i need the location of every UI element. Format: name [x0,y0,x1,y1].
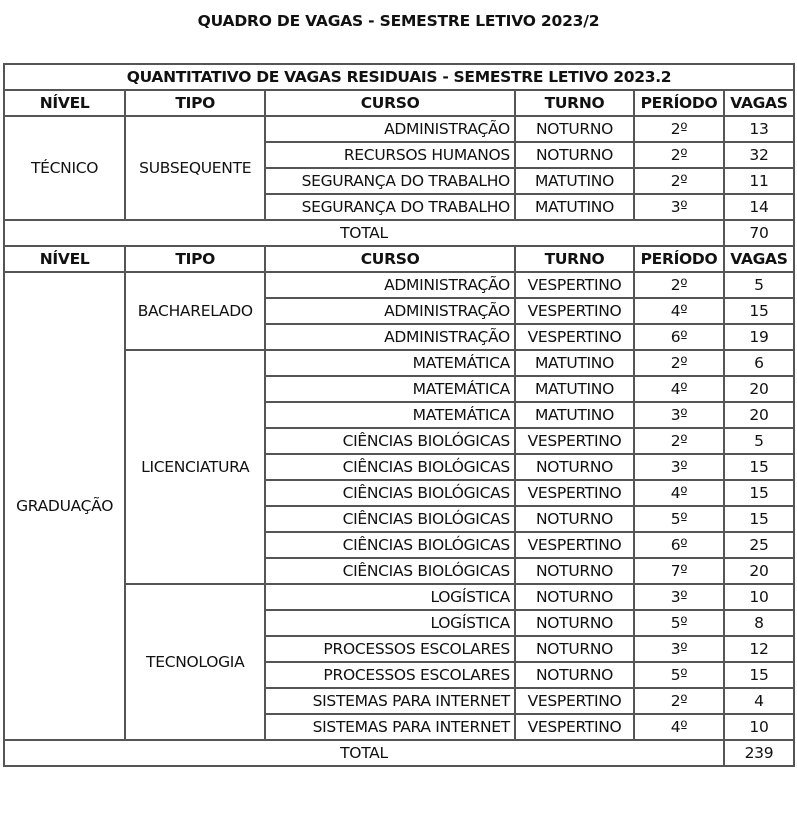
curso-cell: MATEMÁTICA [265,402,515,428]
column-header-curso: CURSO [265,246,515,272]
vagas-cell: 12 [724,636,794,662]
periodo-cell: 5º [634,662,724,688]
periodo-cell: 2º [634,116,724,142]
tipo-cell: SUBSEQUENTE [125,116,265,220]
column-header-curso: CURSO [265,90,515,116]
turno-cell: NOTURNO [515,142,634,168]
tipo-cell: TECNOLOGIA [125,584,265,740]
curso-cell: CIÊNCIAS BIOLÓGICAS [265,558,515,584]
vagas-cell: 19 [724,324,794,350]
total-row [4,740,794,766]
vagas-cell: 14 [724,194,794,220]
vagas-table-body [4,64,794,766]
vagas-cell: 15 [724,662,794,688]
column-header-vagas: VAGAS [724,90,794,116]
turno-cell: VESPERTINO [515,532,634,558]
column-header-tipo: TIPO [125,246,265,272]
periodo-cell: 4º [634,480,724,506]
vagas-cell: 8 [724,610,794,636]
turno-cell: NOTURNO [515,454,634,480]
vagas-cell: 20 [724,402,794,428]
turno-cell: NOTURNO [515,584,634,610]
curso-cell: ADMINISTRAÇÃO [265,324,515,350]
nivel-cell: GRADUAÇÃO [4,272,125,740]
periodo-cell: 5º [634,506,724,532]
curso-cell: CIÊNCIAS BIOLÓGICAS [265,532,515,558]
periodo-cell: 4º [634,298,724,324]
vagas-cell: 10 [724,584,794,610]
table-row [4,272,794,298]
total-row [4,220,794,246]
vagas-cell: 11 [724,168,794,194]
tipo-cell: LICENCIATURA [125,350,265,584]
turno-cell: NOTURNO [515,610,634,636]
table-caption: QUANTITATIVO DE VAGAS RESIDUAIS - SEMESTRE LETIVO 2023.2 [4,64,794,90]
periodo-cell: 2º [634,350,724,376]
vagas-cell: 15 [724,506,794,532]
curso-cell: CIÊNCIAS BIOLÓGICAS [265,454,515,480]
curso-cell: ADMINISTRAÇÃO [265,298,515,324]
curso-cell: SEGURANÇA DO TRABALHO [265,168,515,194]
turno-cell: MATUTINO [515,194,634,220]
curso-cell: CIÊNCIAS BIOLÓGICAS [265,428,515,454]
periodo-cell: 3º [634,194,724,220]
curso-cell: MATEMÁTICA [265,376,515,402]
curso-cell: ADMINISTRAÇÃO [265,116,515,142]
column-header-nivel: NÍVEL [4,90,125,116]
vagas-cell: 15 [724,298,794,324]
periodo-cell: 7º [634,558,724,584]
periodo-cell: 3º [634,454,724,480]
curso-cell: PROCESSOS ESCOLARES [265,662,515,688]
vagas-cell: 25 [724,532,794,558]
turno-cell: NOTURNO [515,116,634,142]
turno-cell: NOTURNO [515,636,634,662]
table-row [4,116,794,142]
periodo-cell: 3º [634,584,724,610]
turno-cell: NOTURNO [515,506,634,532]
column-header-periodo: PERÍODO [634,90,724,116]
curso-cell: LOGÍSTICA [265,584,515,610]
periodo-cell: 3º [634,402,724,428]
vagas-cell: 5 [724,272,794,298]
vagas-table [3,63,795,767]
periodo-cell: 5º [634,610,724,636]
turno-cell: MATUTINO [515,168,634,194]
periodo-cell: 6º [634,532,724,558]
total-label: TOTAL [4,740,724,766]
turno-cell: VESPERTINO [515,428,634,454]
periodo-cell: 6º [634,324,724,350]
column-header-row [4,90,794,116]
curso-cell: SISTEMAS PARA INTERNET [265,688,515,714]
periodo-cell: 2º [634,168,724,194]
periodo-cell: 4º [634,714,724,740]
document-title: QUADRO DE VAGAS - SEMESTRE LETIVO 2023/2 [197,12,600,30]
turno-cell: VESPERTINO [515,324,634,350]
turno-cell: VESPERTINO [515,298,634,324]
curso-cell: CIÊNCIAS BIOLÓGICAS [265,506,515,532]
turno-cell: VESPERTINO [515,688,634,714]
vagas-cell: 5 [724,428,794,454]
curso-cell: MATEMÁTICA [265,350,515,376]
periodo-cell: 2º [634,428,724,454]
table-caption-row [4,64,794,90]
column-header-vagas: VAGAS [724,246,794,272]
turno-cell: MATUTINO [515,402,634,428]
turno-cell: MATUTINO [515,350,634,376]
column-header-tipo: TIPO [125,90,265,116]
vagas-cell: 10 [724,714,794,740]
turno-cell: NOTURNO [515,558,634,584]
vagas-cell: 13 [724,116,794,142]
total-value: 239 [724,740,794,766]
column-header-nivel: NÍVEL [4,246,125,272]
curso-cell: SEGURANÇA DO TRABALHO [265,194,515,220]
column-header-turno: TURNO [515,246,634,272]
total-label: TOTAL [4,220,724,246]
curso-cell: PROCESSOS ESCOLARES [265,636,515,662]
curso-cell: LOGÍSTICA [265,610,515,636]
curso-cell: RECURSOS HUMANOS [265,142,515,168]
vagas-cell: 32 [724,142,794,168]
turno-cell: NOTURNO [515,662,634,688]
curso-cell: CIÊNCIAS BIOLÓGICAS [265,480,515,506]
turno-cell: VESPERTINO [515,714,634,740]
vagas-cell: 6 [724,350,794,376]
periodo-cell: 3º [634,636,724,662]
turno-cell: VESPERTINO [515,272,634,298]
turno-cell: MATUTINO [515,376,634,402]
vagas-cell: 20 [724,558,794,584]
column-header-row [4,246,794,272]
column-header-periodo: PERÍODO [634,246,724,272]
vagas-cell: 4 [724,688,794,714]
vagas-cell: 15 [724,480,794,506]
vagas-cell: 20 [724,376,794,402]
curso-cell: SISTEMAS PARA INTERNET [265,714,515,740]
tipo-cell: BACHARELADO [125,272,265,350]
periodo-cell: 2º [634,142,724,168]
periodo-cell: 2º [634,272,724,298]
curso-cell: ADMINISTRAÇÃO [265,272,515,298]
total-value: 70 [724,220,794,246]
periodo-cell: 4º [634,376,724,402]
nivel-cell: TÉCNICO [4,116,125,220]
turno-cell: VESPERTINO [515,480,634,506]
vagas-cell: 15 [724,454,794,480]
column-header-turno: TURNO [515,90,634,116]
periodo-cell: 2º [634,688,724,714]
